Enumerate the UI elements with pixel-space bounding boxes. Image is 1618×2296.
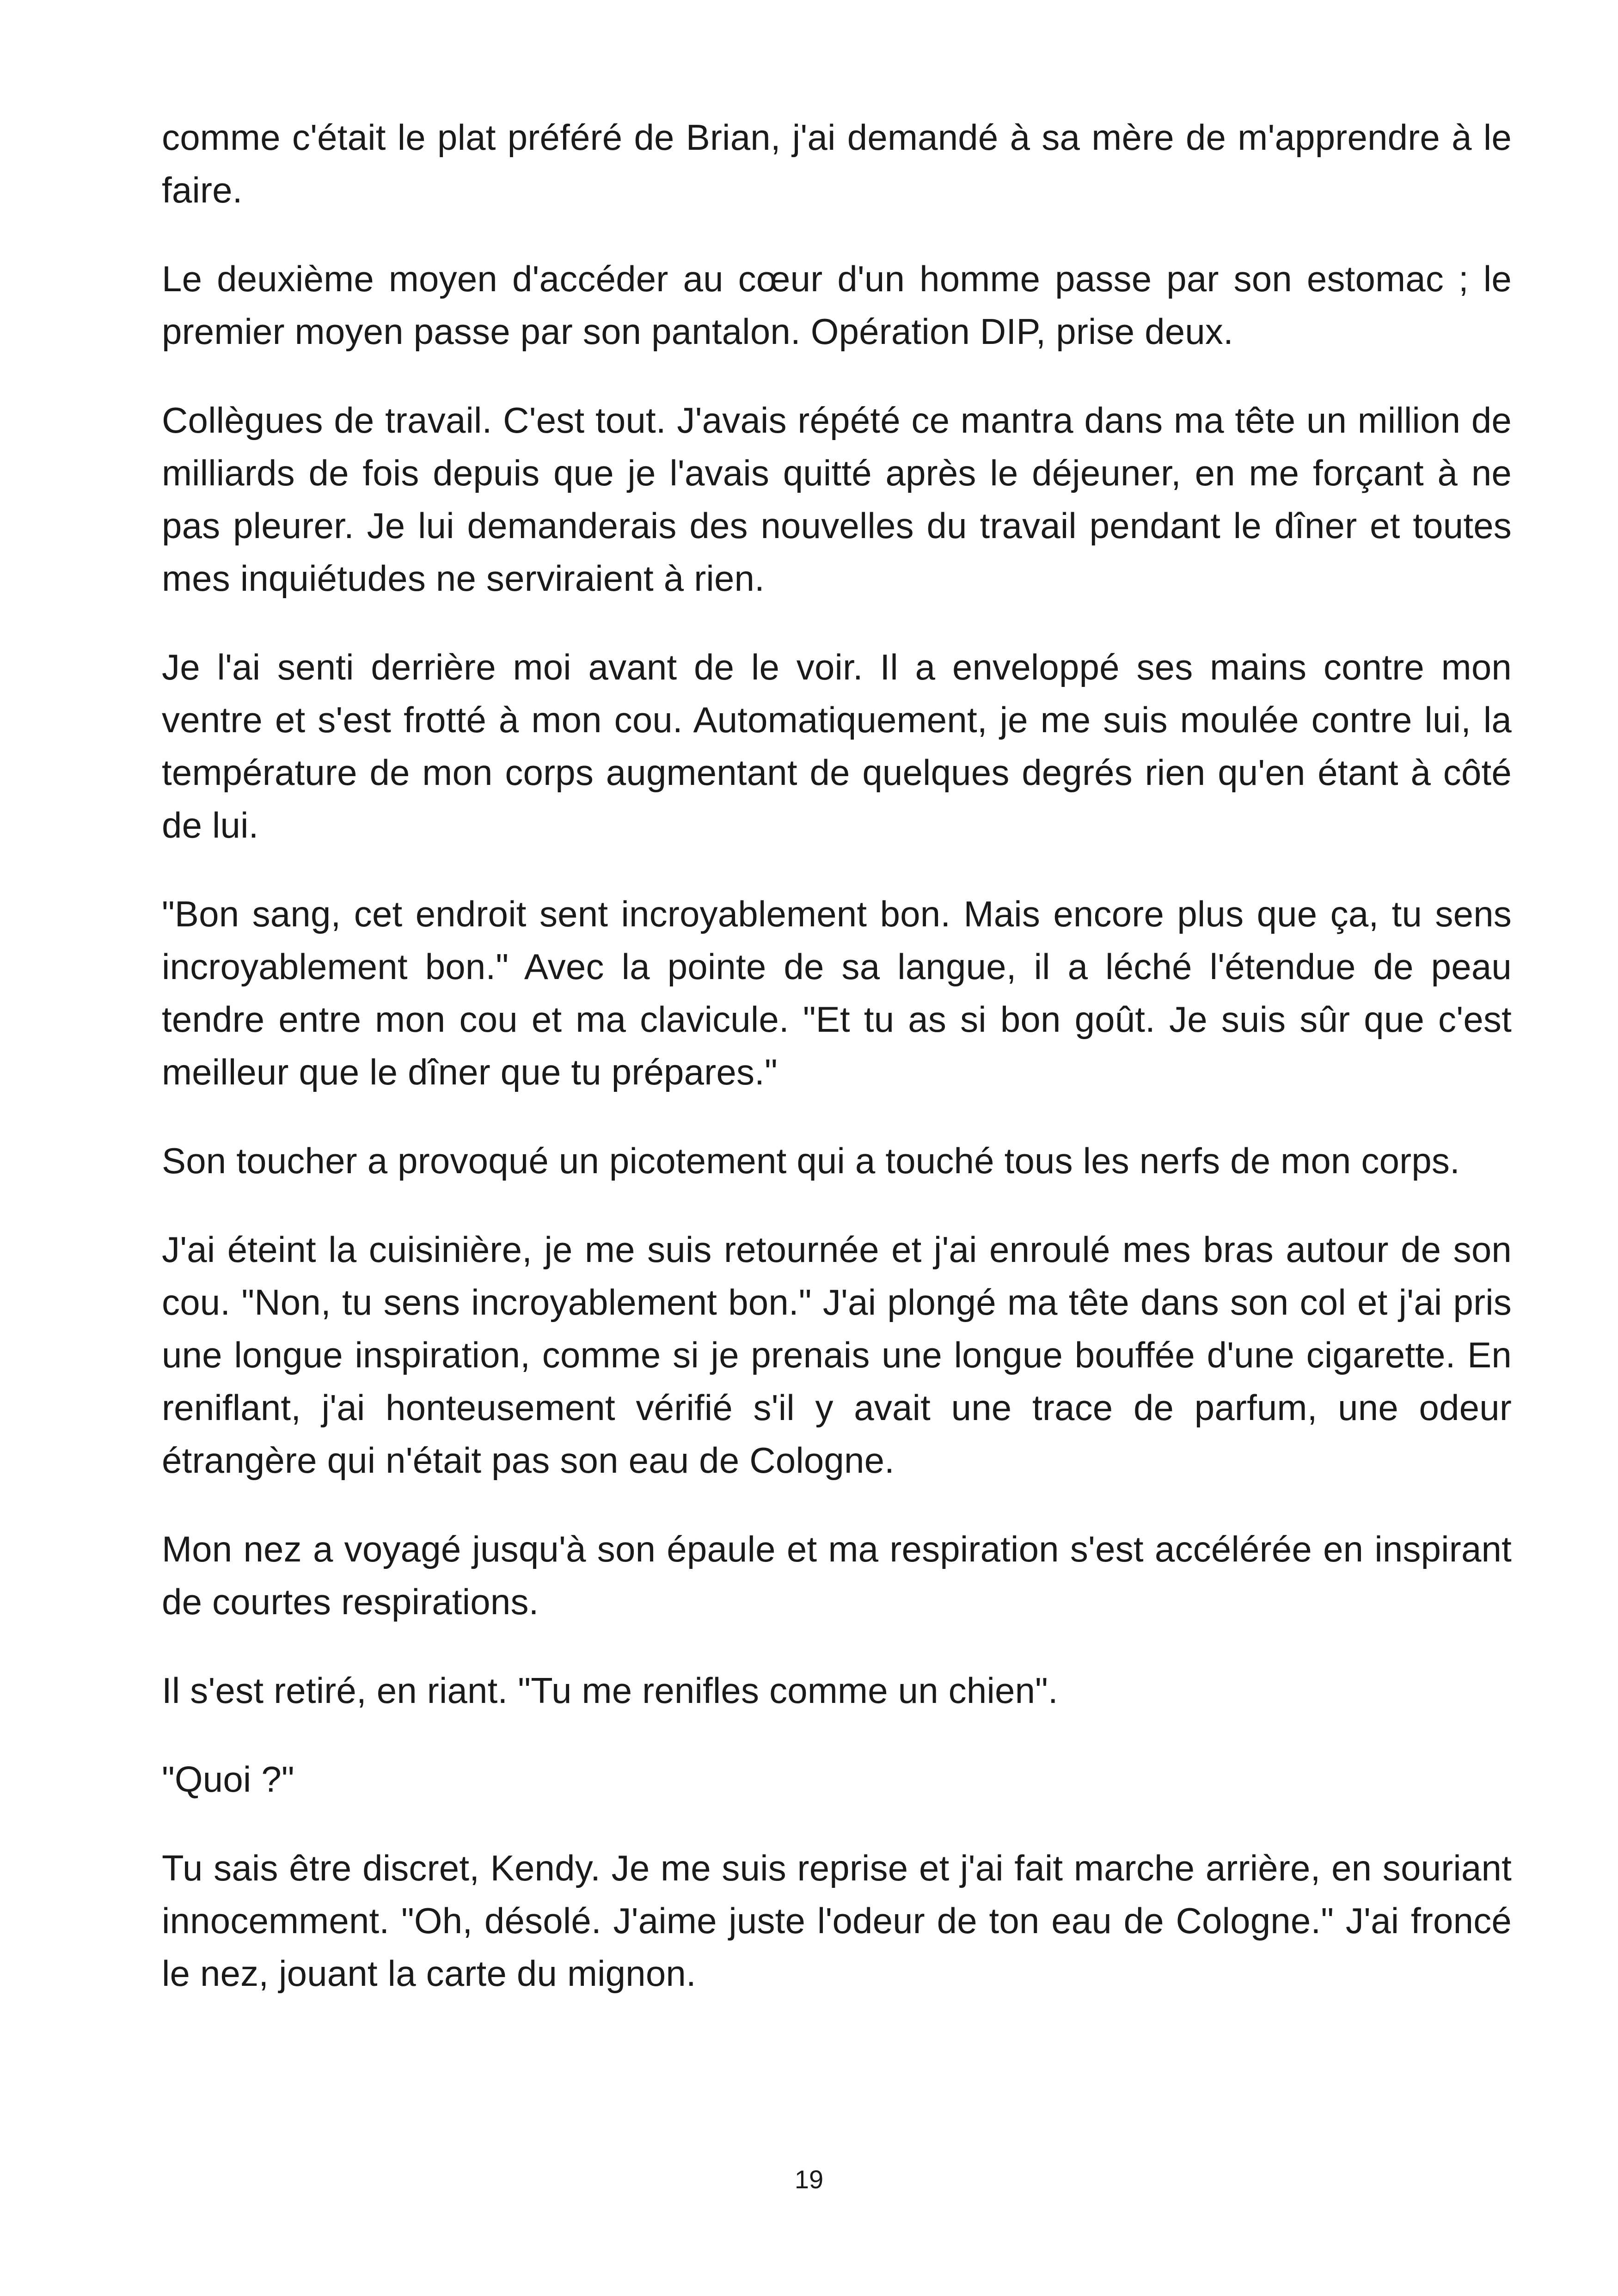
paragraph-6: Son toucher a provoqué un picotement qui a touché tous les nerfs de mon corps. <box>162 1140 1460 1181</box>
paragraph-10: "Quoi ?" <box>162 1759 294 1800</box>
page-body <box>162 111 1512 2036</box>
paragraph-1: comme c'était le plat préféré de Brian, j'ai demandé à sa mère de m'apprendre à le faire. <box>162 117 1512 210</box>
paragraph-3: Collègues de travail. C'est tout. J'avais répété ce mantra dans ma tête un million de milliards de fois depuis que je l'avais quitté après le déjeuner, en me forçant à ne pas pleurer. Je lui demanderais des nouvelles du travail pendant le dîner et toutes mes inquiétudes ne serviraient à rien. <box>162 400 1512 599</box>
paragraph-9: Il s'est retiré, en riant. "Tu me renifles comme un chien". <box>162 1670 1058 1711</box>
paragraph-5: "Bon sang, cet endroit sent incroyablement bon. Mais encore plus que ça, tu sens incroyablement bon." Avec la pointe de sa langue, il a léché l'étendue de peau tendre entre mon cou et ma clavicule. "Et tu as si bon goût. Je suis sûr que c'est meilleur que le dîner que tu prépares." <box>162 894 1512 1092</box>
paragraph-7: J'ai éteint la cuisinière, je me suis retournée et j'ai enroulé mes bras autour de son cou. "Non, tu sens incroyablement bon." J'ai plongé ma tête dans son col et j'ai pris une longue inspiration, comme si je prenais une longue bouffée d'une cigarette. En reniflant, j'ai honteusement vérifié s'il y avait une trace de parfum, une odeur étrangère qui n'était pas son eau de Cologne. <box>162 1229 1512 1481</box>
page-number: 19 <box>794 2165 824 2194</box>
paragraph-2: Le deuxième moyen d'accéder au cœur d'un homme passe par son estomac ; le premier moyen passe par son pantalon. Opération DIP, prise deux. <box>162 258 1512 352</box>
paragraph-11: Tu sais être discret, Kendy. Je me suis reprise et j'ai fait marche arrière, en souriant innocemment. "Oh, désolé. J'aime juste l'odeur de ton eau de Cologne." J'ai froncé le nez, jouant la carte du mignon. <box>162 1848 1512 1994</box>
paragraph-8: Mon nez a voyagé jusqu'à son épaule et ma respiration s'est accélérée en inspirant de courtes respirations. <box>162 1529 1512 1622</box>
paragraph-4: Je l'ai senti derrière moi avant de le voir. Il a enveloppé ses mains contre mon ventre et s'est frotté à mon cou. Automatiquement, je me suis moulée contre lui, la température de mon corps augmentant de quelques degrés rien qu'en étant à côté de lui. <box>162 647 1512 845</box>
